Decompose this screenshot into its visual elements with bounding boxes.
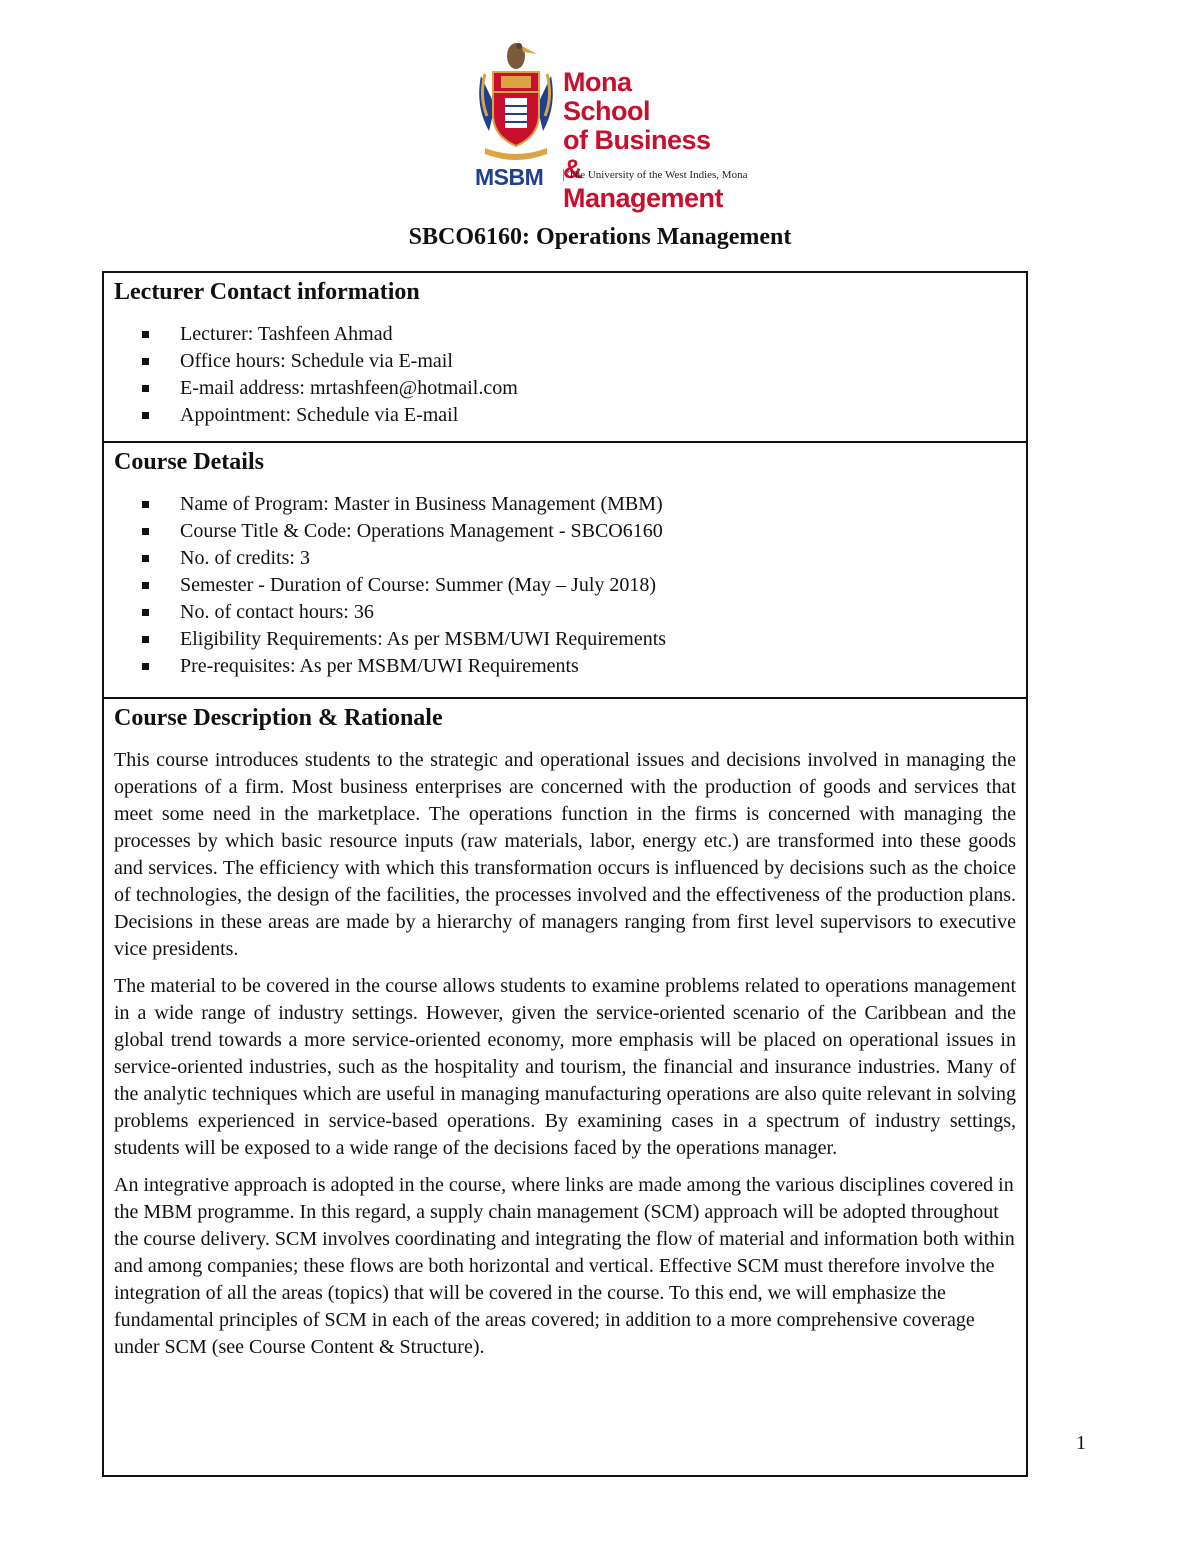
lecturer-contact-list xyxy=(114,321,1016,429)
list-item: Pre-requisites: As per MSBM/UWI Requirements xyxy=(180,653,1016,680)
course-details-list xyxy=(114,491,1016,680)
list-item: Name of Program: Master in Business Management (MBM) xyxy=(180,491,1016,518)
list-item: No. of credits: 3 xyxy=(180,545,1016,572)
description-paragraph: The material to be covered in the course allows students to examine problems related to operations management in a wide range of industry settings. However, given the service-oriented scenario of the Caribbean and the global trend towards a more service-oriented economy, more emphasis will be placed on operational issues in service-oriented industries, such as the hospitality and tourism, the financial and insurance industries. Many of the analytic techniques which are useful in managing manufacturing operations are also quite relevant in solving problems experienced in service-based operations. By examining cases in a spectrum of industry settings, students will be exposed to a wide range of the decisions faced by the operations manager. xyxy=(114,975,1016,1159)
course-description-section xyxy=(104,697,1026,1477)
list-item: E-mail address: mrtashfeen@hotmail.com xyxy=(180,375,1016,402)
section-heading: Course Details xyxy=(114,449,264,475)
section-heading: Lecturer Contact information xyxy=(114,279,420,305)
course-title: SBCO6160: Operations Management xyxy=(408,224,792,250)
school-name-line: Management xyxy=(563,183,724,213)
section-heading: Course Description & Rationale xyxy=(114,705,443,731)
list-item: Course Title & Code: Operations Management - SBCO6160 xyxy=(180,518,1016,545)
list-item: No. of contact hours: 36 xyxy=(180,599,1016,626)
uwi-crest-icon xyxy=(475,36,557,164)
list-item: Lecturer: Tashfeen Ahmad xyxy=(180,321,1016,348)
page-number: 1 xyxy=(1076,1432,1086,1454)
university-name: The University of the West Indies, Mona xyxy=(563,169,747,181)
school-abbreviation: MSBM xyxy=(475,164,544,190)
school-name xyxy=(563,68,725,213)
list-item: Eligibility Requirements: As per MSBM/UWI Requirements xyxy=(180,626,1016,653)
school-name-line: of Business & xyxy=(563,125,711,184)
description-paragraph: An integrative approach is adopted in the course, where links are made among the various disciplines covered in the MBM programme. In this regard, a supply chain management (SCM) approach will be adopted throughout the course delivery. SCM involves coordinating and integrating the flow of material and information both within and among companies; these flows are both horizontal and vertical. Effective SCM must therefore involve the integration of all the areas (topics) that will be covered in the course. To this end, we will emphasize the fundamental principles of SCM in each of the areas covered; in addition to a more comprehensive coverage under SCM (see Course Content & Structure). xyxy=(114,1174,1015,1358)
course-details-section xyxy=(104,441,1026,697)
description-paragraph: This course introduces students to the strategic and operational issues and decisions involved in managing the operations of a firm. Most business enterprises are concerned with the production of goods and services that meet some need in the marketplace. The operations function in the firms is concerned with managing the processes by which basic resource inputs (raw materials, labor, energy etc.) are transformed into these goods and services. The efficiency with which this transformation occurs is influenced by decisions such as the choice of technologies, the design of the facilities, the processes involved and the effectiveness of the production plans. Decisions in these areas are made by a hierarchy of managers ranging from first level supervisors to executive vice presidents. xyxy=(114,749,1016,960)
msbm-logo xyxy=(475,36,748,213)
school-name-line: Mona School xyxy=(563,67,651,126)
course-outline-table xyxy=(102,271,1028,1477)
list-item: Semester - Duration of Course: Summer (May – July 2018) xyxy=(180,572,1016,599)
lecturer-contact-section xyxy=(104,273,1026,441)
list-item: Office hours: Schedule via E-mail xyxy=(180,348,1016,375)
list-item: Appointment: Schedule via E-mail xyxy=(180,402,1016,429)
